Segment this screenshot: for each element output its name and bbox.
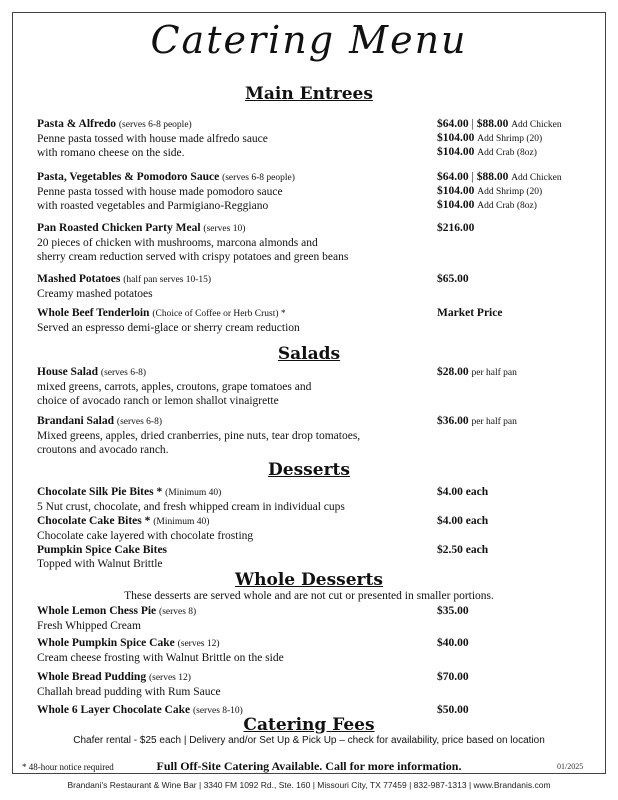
menu-item: Pasta & Alfredo (serves 6-8 people) Penne pasta tossed with house made alfredo sauce with romano cheese on the side. [37, 118, 268, 159]
item-price: $70.00 [437, 671, 469, 683]
item-price: $104.00 Add Shrimp (20) [437, 185, 543, 197]
item-price: $50.00 [437, 704, 469, 716]
menu-item: Pan Roasted Chicken Party Meal (serves 10) 20 pieces of chicken with mushrooms, marcona almonds and sherry cream reduction served with crispy potatoes and green beans [37, 222, 349, 263]
page-title: Catering Menu [150, 18, 468, 62]
menu-item: Whole Pumpkin Spice Cake (serves 12) Cream cheese frosting with Walnut Brittle on the side [37, 637, 284, 664]
item-price: $36.00 per half pan [437, 415, 517, 427]
item-price: $4.00 each [437, 486, 489, 498]
menu-item: House Salad (serves 6-8) mixed greens, carrots, apples, croutons, grape tomatoes and choice of avocado ranch or lemon shallot vinaigrette [37, 366, 312, 407]
section-heading-main-entrees: Main Entrees [245, 84, 373, 104]
menu-item: Mashed Potatoes (half pan serves 10-15) Creamy mashed potatoes [37, 273, 212, 300]
item-price: $64.00 | $88.00 Add Chicken [437, 118, 562, 130]
menu-item: Whole Bread Pudding (serves 12) Challah bread pudding with Rum Sauce [37, 671, 221, 698]
footer-address: Brandani's Restaurant & Wine Bar | 3340 FM 1092 Rd., Ste. 160 | Missouri City, TX 77459 | 832-987-1313 | www.Brandanis.com [67, 780, 551, 790]
version-date: 01/2025 [557, 762, 584, 771]
item-price: $104.00 Add Shrimp (20) [437, 132, 543, 144]
item-price: $4.00 each [437, 515, 489, 527]
catering-fees-text: Chafer rental - $25 each | Delivery and/or Set Up & Pick Up – check for availability, price based on location [73, 735, 545, 746]
menu-item: Whole Lemon Chess Pie (serves 8) Fresh Whipped Cream [37, 605, 197, 632]
menu-item: Chocolate Silk Pie Bites * (Minimum 40) 5 Nut crust, chocolate, and fresh whipped cream in individual cups [37, 486, 345, 513]
item-price: Market Price [437, 307, 503, 319]
item-price: $104.00 Add Crab (8oz) [437, 199, 537, 211]
menu-item: Whole Beef Tenderloin (Choice of Coffee or Herb Crust) * Served an espresso demi-glace or sherry cream reduction [37, 307, 300, 334]
item-price: $216.00 [437, 222, 475, 234]
section-heading-salads: Salads [277, 344, 341, 364]
section-heading-catering-fees: Catering Fees [243, 715, 375, 735]
item-price: $35.00 [437, 605, 469, 617]
menu-item: Pasta, Vegetables & Pomodoro Sauce (serves 6-8 people) Penne pasta tossed with house made pomodoro sauce with roasted vegetables and Parmigiano-Reggiano [37, 171, 295, 212]
item-price: $64.00 | $88.00 Add Chicken [437, 171, 562, 183]
item-price: $104.00 Add Crab (8oz) [437, 146, 537, 158]
section-heading-whole-desserts: Whole Desserts [235, 570, 383, 590]
menu-item: Brandani Salad (serves 6-8) Mixed greens, apples, dried cranberries, pine nuts, tear drop tomatoes, croutons and avocado ranch. [37, 415, 361, 456]
item-price: $28.00 per half pan [437, 366, 517, 378]
whole-desserts-intro: These desserts are served whole and are not cut or presented in smaller portions. [124, 590, 494, 602]
item-price: $40.00 [437, 637, 469, 649]
menu-item: Pumpkin Spice Cake Bites Topped with Walnut Brittle [37, 544, 168, 570]
item-price: $2.50 each [437, 544, 489, 556]
section-heading-desserts: Desserts [268, 460, 350, 480]
menu-item: Whole 6 Layer Chocolate Cake (serves 8-10) [37, 704, 243, 716]
notice-text: * 48-hour notice required [22, 762, 114, 772]
offsite-catering-note: Full Off-Site Catering Available. Call for more information. [156, 759, 462, 773]
menu-item: Chocolate Cake Bites * (Minimum 40) Chocolate cake layered with chocolate frosting [37, 515, 254, 542]
item-price: $65.00 [437, 273, 469, 285]
